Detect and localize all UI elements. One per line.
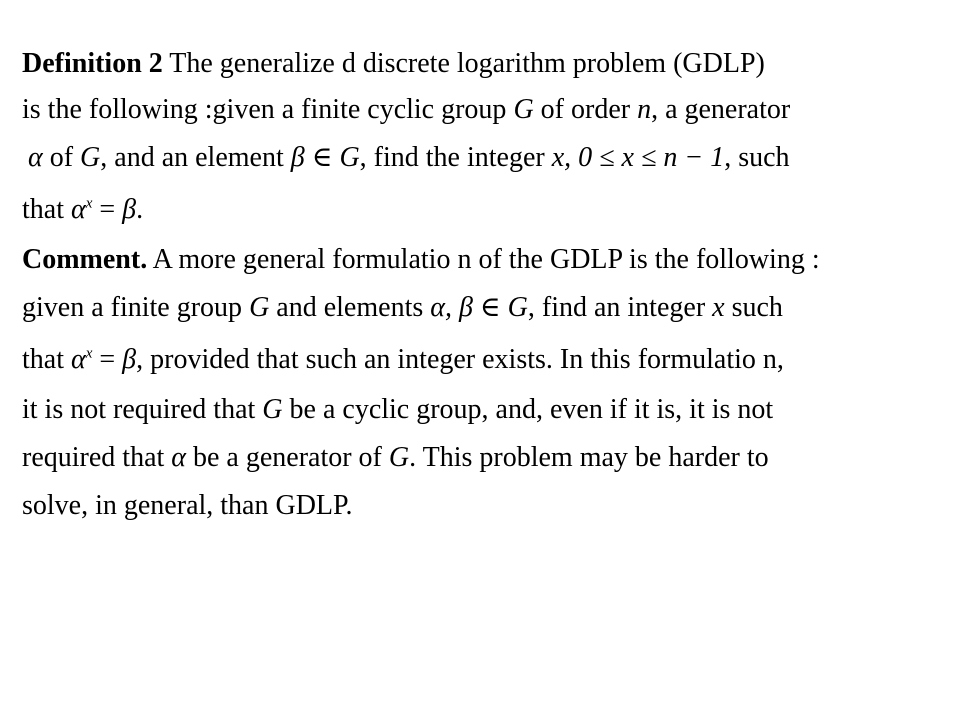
math-beta: β: [290, 142, 305, 173]
text-run: required that: [22, 442, 172, 473]
text-run: , provided that such an integer exists. In this formulatio n,: [136, 344, 784, 375]
math-G: G: [507, 292, 528, 323]
math-equals: =: [92, 344, 123, 375]
text-run: of order: [533, 94, 638, 125]
math-G: G: [262, 394, 283, 425]
definition-line-4: [22, 192, 143, 228]
comment-line-2: [22, 290, 783, 326]
text-run: given a finite group: [22, 292, 250, 323]
text-run: of: [42, 142, 81, 173]
math-equals: =: [92, 194, 123, 225]
comment-line-4: [22, 392, 773, 428]
definition-title-text: The generalize d discrete logarithm problem (GDLP): [162, 48, 765, 79]
comment-label: Comment.: [22, 244, 148, 275]
text-run: , find the integer: [359, 142, 552, 173]
comment-text: A more general formulatio n of the GDLP is the following :: [147, 244, 820, 275]
definition-line-3: [28, 140, 790, 176]
math-G: G: [339, 142, 360, 173]
math-beta: β: [122, 194, 137, 225]
math-exponent-x: x: [85, 345, 93, 362]
text-run: is the following :given a finite cyclic group: [22, 94, 514, 125]
math-exponent-x: x: [85, 195, 93, 212]
comment-line-3: [22, 342, 784, 378]
definition-line-2: [22, 92, 790, 128]
math-alpha: α: [28, 142, 43, 173]
text-run: . This problem may be harder to: [409, 442, 769, 473]
math-element-of: ∈: [304, 142, 340, 173]
text-run: , and an element: [100, 142, 291, 173]
comment-line-6: solve, in general, than GDLP.: [22, 490, 353, 521]
math-alpha: α: [171, 442, 186, 473]
text-run: that: [22, 344, 71, 375]
math-G: G: [249, 292, 270, 323]
math-G: G: [388, 442, 410, 473]
math-G: G: [513, 94, 534, 125]
math-alpha: α: [71, 194, 86, 225]
math-x: x: [712, 292, 725, 323]
comment-line-1: [22, 242, 820, 278]
text-run: be a generator of: [185, 442, 389, 473]
math-alpha: α: [71, 344, 86, 375]
text-run: that: [22, 194, 71, 225]
definition-line-1: [22, 46, 765, 82]
math-element-of: ∈: [472, 292, 508, 323]
math-beta: β: [122, 344, 137, 375]
definition-label: Definition 2: [22, 48, 163, 79]
math-G: G: [80, 142, 101, 173]
comment-line-5: [22, 440, 769, 476]
math-n: n: [637, 94, 652, 125]
math-alpha-beta: α, β: [430, 292, 473, 323]
text-run: .: [136, 194, 144, 225]
text-run: , such: [724, 142, 790, 173]
text-run: be a cyclic group, and, even if it is, it is not: [282, 394, 774, 425]
text-run: it is not required that: [22, 394, 263, 425]
text-run: and elements: [269, 292, 431, 323]
text-run: , find an integer: [527, 292, 713, 323]
text-run: , a generator: [651, 94, 791, 125]
math-inequality: x, 0 ≤ x ≤ n − 1: [551, 142, 725, 173]
text-run: such: [724, 292, 783, 323]
